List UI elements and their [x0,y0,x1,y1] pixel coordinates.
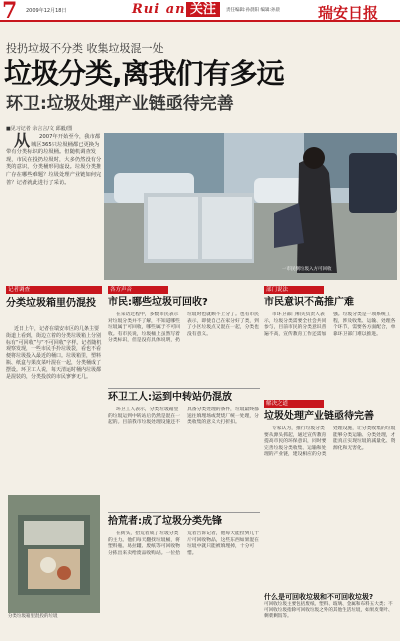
right-r1-title: 市民意识不高推广难 [264,297,354,308]
side-photo [8,495,100,613]
side-title: 分类垃圾箱里仍混投 [6,298,96,309]
side-photo-caption: 分类垃圾箱里混投的垃圾 [8,614,58,619]
middle-section-header: 各方声音 [108,286,168,294]
editors-line: 责任编辑:孙晨阳 编辑:孙晨 [226,8,280,13]
byline: ■见习记者 余言言/文 邱毅/图 [6,126,73,132]
qa-body: 可回收垃圾主要包括废纸、塑料、玻璃、金属和布料五大类；不可回收垃圾指除可回收垃圾之外的其他生活垃圾，如果皮菜叶、剩菜剩饭等。 [264,602,393,620]
masthead: 瑞安日报 [318,4,379,22]
side-section-header: 记者调查 [6,286,102,294]
middle-s2-body: 环卫工人表示，分类垃圾箱里的垃圾运到中转站后仍然是混在一起的。目前我市垃圾处理设施还不具备分类处理的条件，垃圾最终都送往填埋场或焚烧厂统一处理，分类收集的意义大打折扣。 [108,407,259,426]
page-date: 2009年12月18日 [26,8,67,14]
subheadline: 环卫:垃圾处理产业链亟待完善 [6,94,234,114]
right-r2-title: 垃圾处理产业链亟待完善 [264,411,374,422]
divider [108,388,260,389]
middle-s3-title: 拾荒者:成了垃圾分类先锋 [108,516,222,527]
middle-s3-body: 在街头，拾荒者成了垃圾分类的主力。他们每天翻找垃圾桶，将塑料瓶、易拉罐、废纸等可回收物分拣出来卖给废品收购站。一位拾荒者告诉记者，他每天能捡到几十斤可回收物品，这些东西如果混在垃圾中就只能被填埋掉，十分可惜。 [108,531,259,556]
qa-title: 什么是可回收垃圾和不可回收垃圾? [264,593,374,601]
lead-paragraph: 从2007年开始至今，我市都城区365只垃圾桶都已更换为带有分类标识的垃圾桶。但随机调查发现，市民在投扔垃圾时，大多仍然没有分类的意识，分类桶形同虚设。垃圾分类推广存在哪些难题？垃圾处理产业链如何完善？记者就此进行了采访。 [6,131,102,186]
side-body: 近日上午，记者在瑞安市区的几条主要街道上看到，街边立着的分类垃圾箱上分别标有“可回收”与“不可回收”字样。记者随机观察发现，一些市民手拎垃圾袋，看也不看便将垃圾投入最近的桶口。垃圾箱里，塑料瓶、纸盒与果皮菜叶混在一起，分类桶成了摆设。环卫工人说，每天清运时桶内垃圾都是混装的，分类投放的市民寥寥无几。 [6,326,102,380]
right-section-header-2: 解决之道 [264,400,324,408]
rui-an-logo: Rui an [132,2,186,17]
middle-s2-title: 环卫工人:运到中转站仍混放 [108,392,232,403]
right-section-header: 部门说法 [264,286,324,294]
middle-s1-body: 在采访过程中，多数市民表示对垃圾分类并不了解，不知道哪些垃圾属于可回收，哪些属于不可回收。有市民说，垃圾桶上虽然写着分类标识，但是没有具体说明，扔垃圾时也就顾不上分了。也有市民表示，即使自己在家分好了类，到了小区垃圾点又混在一起，分类也没有意义。 [108,312,259,344]
right-r1-body: 市环卫部门相关负责人表示，垃圾分类需要全社会共同参与，目前市民的分类意识普遍不高，宣传教育工作还需加强。垃圾分类是一项系统工程，涉及收集、运输、处理各个环节，需要各方面配合，单靠环卫部门难以推进。 [264,312,396,337]
right-r2-body: 专家认为，推行垃圾分类要从源头抓起，通过宣传教育提高市民的环保意识，同时要完善垃圾分类收集、运输和处理的产业链，建设相应的分类处理设施，让分类收集的垃圾能够分类运输、分类处理，才能真正实现垃圾的减量化、资源化和无害化。 [264,426,396,458]
middle-s1-title: 市民:哪些垃圾可回收? [108,297,208,308]
section-title: 关注 [186,2,220,17]
headline: 垃圾分类,离我们有多远 [4,57,284,90]
main-photo [104,133,397,280]
divider [108,512,260,513]
main-photo-caption: 一市民倒垃圾入方可回收 [282,267,332,272]
qa-box [264,592,394,621]
page-number: 7 [2,0,18,24]
kicker: 投扔垃圾不分类 收集垃圾混一处 [6,42,164,55]
